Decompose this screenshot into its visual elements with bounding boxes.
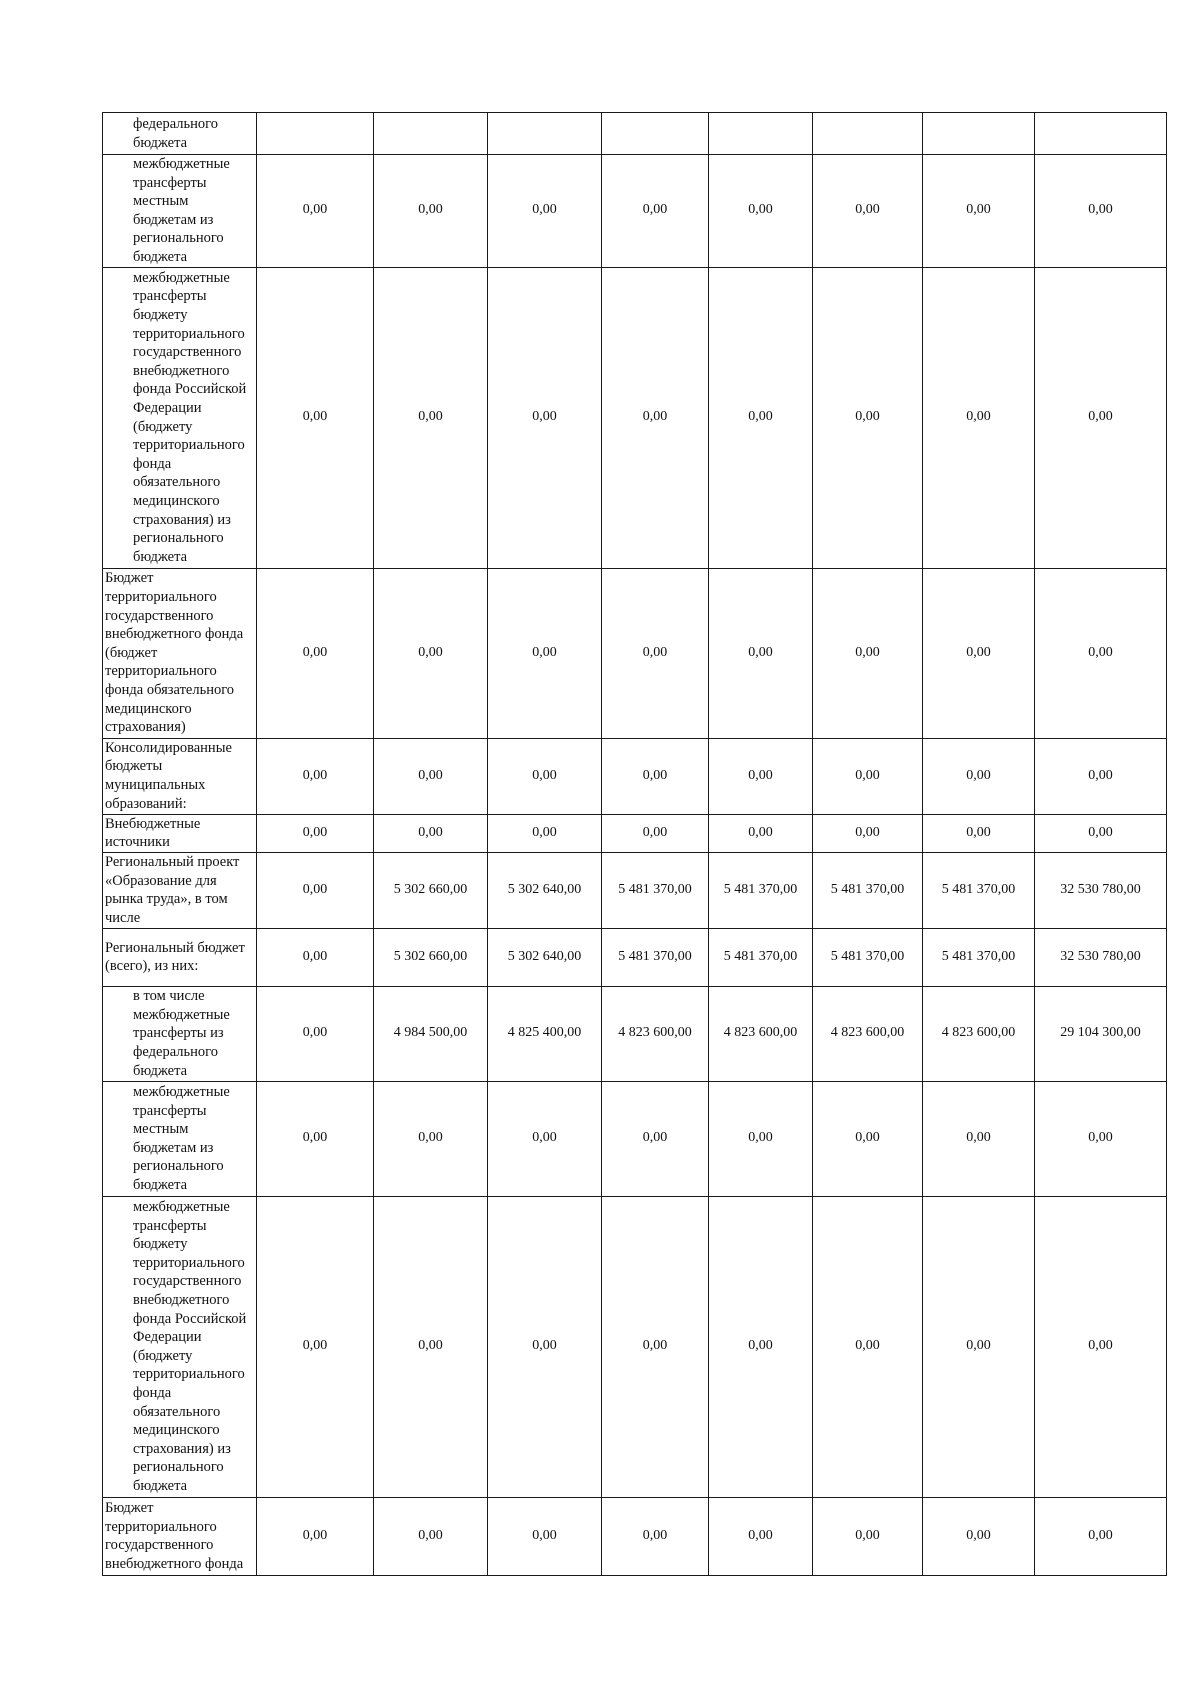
value-cell: 4 823 600,00 (602, 986, 709, 1081)
value-cell: 0,00 (813, 1196, 923, 1497)
value-cell: 4 984 500,00 (374, 986, 488, 1081)
table-row (103, 814, 1167, 852)
budget-table-body (103, 113, 1167, 1576)
row-label: Региональный проект «Образование для рынка труда», в том числе (103, 852, 257, 928)
value-cell: 0,00 (488, 814, 602, 852)
value-cell: 0,00 (813, 267, 923, 568)
value-cell: 0,00 (923, 1081, 1035, 1196)
value-cell: 5 302 660,00 (374, 852, 488, 928)
value-cell: 5 302 660,00 (374, 928, 488, 986)
value-cell: 5 481 370,00 (813, 928, 923, 986)
table-row (103, 1497, 1167, 1575)
value-cell: 32 530 780,00 (1035, 928, 1167, 986)
value-cell: 5 302 640,00 (488, 852, 602, 928)
value-cell (709, 113, 813, 155)
value-cell: 0,00 (257, 267, 374, 568)
value-cell: 4 823 600,00 (709, 986, 813, 1081)
value-cell (923, 113, 1035, 155)
value-cell: 5 481 370,00 (602, 852, 709, 928)
row-label: межбюджетные трансферты местным бюджетам из регионального бюджета (103, 155, 257, 268)
table-row (103, 267, 1167, 568)
value-cell: 4 823 600,00 (813, 986, 923, 1081)
value-cell: 5 481 370,00 (709, 852, 813, 928)
value-cell: 0,00 (1035, 267, 1167, 568)
value-cell: 0,00 (488, 155, 602, 268)
value-cell (602, 113, 709, 155)
row-label: Региональный бюджет (всего), из них: (103, 928, 257, 986)
value-cell: 0,00 (602, 814, 709, 852)
value-cell: 0,00 (1035, 1196, 1167, 1497)
budget-table (102, 112, 1167, 1576)
row-label: межбюджетные трансферты бюджету территориального государственного внебюджетного фонда Российской Федерации (бюджету территориального фонда обязательного медицинского страхования) из регионального бюджета (103, 1196, 257, 1497)
value-cell: 0,00 (709, 814, 813, 852)
value-cell: 0,00 (709, 1497, 813, 1575)
value-cell: 0,00 (709, 738, 813, 814)
value-cell: 0,00 (602, 267, 709, 568)
value-cell: 0,00 (1035, 814, 1167, 852)
value-cell: 0,00 (488, 1497, 602, 1575)
value-cell: 0,00 (1035, 1081, 1167, 1196)
value-cell: 0,00 (257, 814, 374, 852)
value-cell: 0,00 (488, 1196, 602, 1497)
value-cell: 5 481 370,00 (813, 852, 923, 928)
value-cell: 0,00 (374, 738, 488, 814)
value-cell: 0,00 (813, 738, 923, 814)
row-label: Внебюджетные источники (103, 814, 257, 852)
value-cell: 5 481 370,00 (709, 928, 813, 986)
value-cell: 0,00 (257, 928, 374, 986)
value-cell: 0,00 (374, 1081, 488, 1196)
value-cell (813, 113, 923, 155)
value-cell: 29 104 300,00 (1035, 986, 1167, 1081)
value-cell: 0,00 (923, 155, 1035, 268)
value-cell: 0,00 (1035, 155, 1167, 268)
value-cell: 4 823 600,00 (923, 986, 1035, 1081)
table-row (103, 738, 1167, 814)
row-label: Бюджет территориального государственного внебюджетного фонда (103, 1497, 257, 1575)
value-cell: 0,00 (923, 738, 1035, 814)
table-row (103, 1196, 1167, 1497)
value-cell: 0,00 (709, 1081, 813, 1196)
value-cell: 0,00 (374, 1497, 488, 1575)
value-cell: 0,00 (709, 267, 813, 568)
table-row (103, 155, 1167, 268)
value-cell: 0,00 (1035, 738, 1167, 814)
value-cell: 0,00 (488, 738, 602, 814)
value-cell: 0,00 (257, 738, 374, 814)
value-cell: 0,00 (923, 1196, 1035, 1497)
value-cell: 0,00 (257, 1497, 374, 1575)
table-row (103, 928, 1167, 986)
value-cell: 0,00 (923, 568, 1035, 738)
value-cell: 0,00 (257, 852, 374, 928)
value-cell: 0,00 (257, 986, 374, 1081)
value-cell: 0,00 (813, 568, 923, 738)
row-label: межбюджетные трансферты бюджету территориального государственного внебюджетного фонда Российской Федерации (бюджету территориального фонда обязательного медицинского страхования) из регионального бюджета (103, 267, 257, 568)
value-cell: 0,00 (374, 1196, 488, 1497)
value-cell: 0,00 (374, 155, 488, 268)
value-cell (257, 113, 374, 155)
table-row (103, 986, 1167, 1081)
value-cell: 0,00 (1035, 1497, 1167, 1575)
value-cell: 0,00 (257, 1196, 374, 1497)
value-cell: 0,00 (923, 1497, 1035, 1575)
value-cell: 0,00 (488, 1081, 602, 1196)
value-cell: 0,00 (488, 568, 602, 738)
value-cell: 0,00 (488, 267, 602, 568)
value-cell: 0,00 (374, 267, 488, 568)
value-cell: 0,00 (709, 1196, 813, 1497)
value-cell: 0,00 (374, 568, 488, 738)
table-row (103, 568, 1167, 738)
value-cell: 5 481 370,00 (923, 852, 1035, 928)
value-cell: 5 302 640,00 (488, 928, 602, 986)
value-cell: 0,00 (257, 568, 374, 738)
value-cell: 0,00 (709, 568, 813, 738)
row-label: в том числе межбюджетные трансферты из федерального бюджета (103, 986, 257, 1081)
value-cell: 5 481 370,00 (923, 928, 1035, 986)
value-cell: 0,00 (374, 814, 488, 852)
value-cell: 0,00 (813, 814, 923, 852)
value-cell: 0,00 (602, 155, 709, 268)
table-row (103, 852, 1167, 928)
value-cell: 0,00 (602, 738, 709, 814)
value-cell: 5 481 370,00 (602, 928, 709, 986)
value-cell (374, 113, 488, 155)
row-label: межбюджетные трансферты местным бюджетам из регионального бюджета (103, 1081, 257, 1196)
value-cell: 32 530 780,00 (1035, 852, 1167, 928)
table-row (103, 1081, 1167, 1196)
value-cell: 0,00 (813, 155, 923, 268)
value-cell: 0,00 (602, 1497, 709, 1575)
value-cell: 4 825 400,00 (488, 986, 602, 1081)
row-label: федерального бюджета (103, 113, 257, 155)
row-label: Консолидированные бюджеты муниципальных образований: (103, 738, 257, 814)
value-cell: 0,00 (923, 814, 1035, 852)
value-cell: 0,00 (1035, 568, 1167, 738)
value-cell: 0,00 (257, 155, 374, 268)
value-cell (488, 113, 602, 155)
value-cell: 0,00 (709, 155, 813, 268)
value-cell: 0,00 (813, 1081, 923, 1196)
value-cell: 0,00 (602, 568, 709, 738)
value-cell: 0,00 (923, 267, 1035, 568)
row-label: Бюджет территориального государственного внебюджетного фонда (бюджет территориального фонда обязательного медицинского страхования) (103, 568, 257, 738)
value-cell: 0,00 (602, 1196, 709, 1497)
table-row (103, 113, 1167, 155)
value-cell: 0,00 (257, 1081, 374, 1196)
value-cell: 0,00 (813, 1497, 923, 1575)
value-cell (1035, 113, 1167, 155)
value-cell: 0,00 (602, 1081, 709, 1196)
